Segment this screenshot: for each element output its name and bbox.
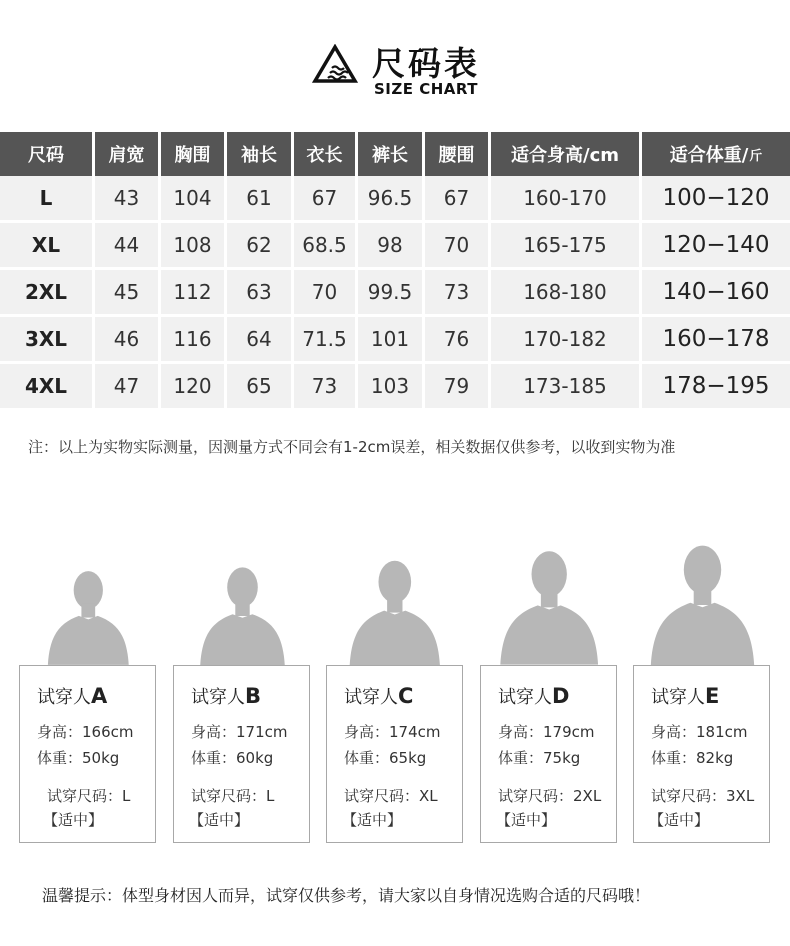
model-fit: 【适中】 xyxy=(43,811,104,829)
cell-waist: 73 xyxy=(425,270,491,317)
cell-weight: 140−160 xyxy=(642,270,790,317)
model-letter: D xyxy=(552,684,570,708)
cell-waist: 76 xyxy=(425,317,491,364)
model-card xyxy=(480,665,617,843)
table-row xyxy=(0,270,790,317)
cell-sleeve: 65 xyxy=(227,364,294,411)
model-height: 身高：179cm xyxy=(498,723,595,741)
measurement-note: 注：以上为实物实际测量，因测量方式不同会有1-2cm误差，相关数据仅供参考，以收到实物为准 xyxy=(28,438,676,456)
header-cell-pants-length: 裤长 xyxy=(358,132,425,176)
model-height: 身高：171cm xyxy=(191,723,288,741)
cell-size: 3XL xyxy=(0,317,95,364)
cell-pants-length: 101 xyxy=(358,317,425,364)
mountain-wave-logo-icon xyxy=(312,44,358,84)
cell-height: 168-180 xyxy=(491,270,642,317)
cell-waist: 79 xyxy=(425,364,491,411)
cell-pants-length: 99.5 xyxy=(358,270,425,317)
tip-text: 温馨提示：体型身材因人而异，试穿仅供参考，请大家以自身情况选购合适的尺码哦！ xyxy=(42,886,651,905)
model-name-label: 试穿人 xyxy=(498,687,552,708)
cell-weight: 120−140 xyxy=(642,223,790,270)
model-weight: 体重：82kg xyxy=(651,749,734,767)
model-fit: 【适中】 xyxy=(342,811,403,829)
model-section xyxy=(0,530,790,850)
cell-pants-length: 98 xyxy=(358,223,425,270)
cell-height: 173-185 xyxy=(491,364,642,411)
model-height: 身高：174cm xyxy=(344,723,441,741)
model-name xyxy=(191,683,261,709)
cell-shoulder: 45 xyxy=(95,270,161,317)
model-fit: 【适中】 xyxy=(649,811,710,829)
cell-length: 71.5 xyxy=(294,317,358,364)
table-row xyxy=(0,317,790,364)
cell-chest: 120 xyxy=(161,364,227,411)
cell-shoulder: 47 xyxy=(95,364,161,411)
page-subtitle: SIZE CHART xyxy=(374,80,479,98)
header-weight-unit: 斤 xyxy=(749,148,763,164)
cell-sleeve: 62 xyxy=(227,223,294,270)
cell-chest: 108 xyxy=(161,223,227,270)
header-cell-height: 适合身高/cm xyxy=(491,132,642,176)
model-name xyxy=(651,683,719,709)
model-size: 试穿尺码：2XL xyxy=(498,787,602,805)
table-row xyxy=(0,176,790,223)
model-height: 身高：181cm xyxy=(651,723,748,741)
model-letter: C xyxy=(398,684,414,708)
model-size: 试穿尺码：L xyxy=(47,787,131,805)
model-name xyxy=(498,683,569,709)
header-cell-waist: 腰围 xyxy=(425,132,491,176)
table-body xyxy=(0,176,790,411)
person-silhouette-icon xyxy=(41,566,136,665)
cell-pants-length: 103 xyxy=(358,364,425,411)
model-fit: 【适中】 xyxy=(496,811,557,829)
header-weight-label: 适合体重/ xyxy=(669,145,749,166)
cell-size: L xyxy=(0,176,95,223)
size-table xyxy=(0,132,790,411)
cell-weight: 160−178 xyxy=(642,317,790,364)
model-size: 试穿尺码：L xyxy=(191,787,275,805)
cell-sleeve: 63 xyxy=(227,270,294,317)
model-name xyxy=(344,683,413,709)
model-letter: A xyxy=(91,684,108,708)
cell-chest: 104 xyxy=(161,176,227,223)
cell-shoulder: 44 xyxy=(95,223,161,270)
header-cell-shoulder: 肩宽 xyxy=(95,132,161,176)
cell-size: XL xyxy=(0,223,95,270)
model-name-label: 试穿人 xyxy=(37,687,91,708)
cell-pants-length: 96.5 xyxy=(358,176,425,223)
page-title: 尺码表 xyxy=(372,44,480,83)
cell-length: 73 xyxy=(294,364,358,411)
table-row xyxy=(0,223,790,270)
model-card xyxy=(326,665,463,843)
cell-height: 165-175 xyxy=(491,223,642,270)
cell-size: 2XL xyxy=(0,270,95,317)
model-card xyxy=(173,665,310,843)
header-cell-sleeve: 袖长 xyxy=(227,132,294,176)
model-weight: 体重：50kg xyxy=(37,749,120,767)
cell-length: 70 xyxy=(294,270,358,317)
cell-height: 170-182 xyxy=(491,317,642,364)
cell-shoulder: 46 xyxy=(95,317,161,364)
cell-sleeve: 64 xyxy=(227,317,294,364)
model-size: 试穿尺码：3XL xyxy=(651,787,755,805)
cell-chest: 116 xyxy=(161,317,227,364)
model-letter: B xyxy=(245,684,262,708)
model-name xyxy=(37,683,107,709)
cell-waist: 70 xyxy=(425,223,491,270)
model-weight: 体重：60kg xyxy=(191,749,274,767)
table-header-row xyxy=(0,132,790,176)
cell-shoulder: 43 xyxy=(95,176,161,223)
chart-header xyxy=(0,38,790,98)
cell-height: 160-170 xyxy=(491,176,642,223)
model-weight: 体重：65kg xyxy=(344,749,427,767)
cell-sleeve: 61 xyxy=(227,176,294,223)
cell-chest: 112 xyxy=(161,270,227,317)
header-cell-weight xyxy=(642,132,790,176)
model-size: 试穿尺码：XL xyxy=(344,787,438,805)
cell-weight: 178−195 xyxy=(642,364,790,411)
cell-weight: 100−120 xyxy=(642,176,790,223)
header-cell-size: 尺码 xyxy=(0,132,95,176)
model-card xyxy=(19,665,156,843)
model-weight: 体重：75kg xyxy=(498,749,581,767)
cell-waist: 67 xyxy=(425,176,491,223)
model-name-label: 试穿人 xyxy=(191,687,245,708)
person-silhouette-icon xyxy=(492,545,606,665)
model-name-label: 试穿人 xyxy=(344,687,398,708)
header-cell-length: 衣长 xyxy=(294,132,358,176)
person-silhouette-icon xyxy=(342,555,448,665)
header-cell-chest: 胸围 xyxy=(161,132,227,176)
model-fit: 【适中】 xyxy=(189,811,250,829)
model-name-label: 试穿人 xyxy=(651,687,705,708)
person-silhouette-icon xyxy=(193,562,292,666)
cell-size: 4XL xyxy=(0,364,95,411)
model-letter: E xyxy=(705,684,720,708)
model-height: 身高：166cm xyxy=(37,723,134,741)
model-card xyxy=(633,665,770,843)
cell-length: 67 xyxy=(294,176,358,223)
table-row xyxy=(0,364,790,411)
cell-length: 68.5 xyxy=(294,223,358,270)
person-silhouette-icon xyxy=(642,539,763,666)
